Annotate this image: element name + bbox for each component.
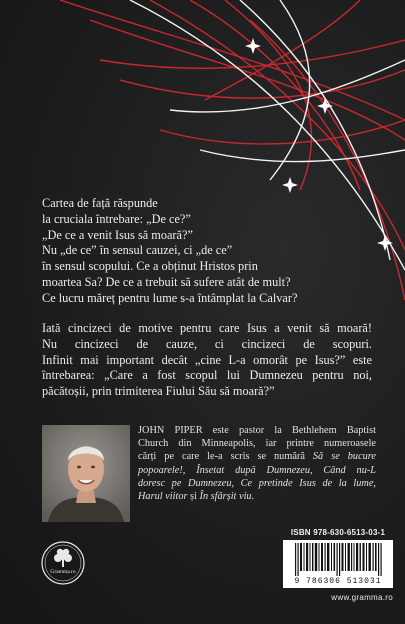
reasons-line: Iată cincizeci de motive pentru care Isus a venit să moară! [42, 321, 372, 335]
book-titles: popoarele!, Însetat după Dumnezeu, Când nu-L [138, 464, 376, 476]
intro-line: Cartea de față răspunde [42, 196, 158, 210]
intro-line: moartea Sa? De ce a trebuit să sufere atât de mult? [42, 274, 291, 289]
book-title: În sfârșit viu. [199, 491, 255, 503]
reasons-line: Nu cincizeci de cauze, ci cincizeci de scopuri. [42, 336, 372, 351]
reasons-line: păcătoșii, prin trimiterea Fiului Său să moară?” [42, 384, 275, 399]
author-photo-placeholder [42, 425, 130, 522]
barcode-digits: 9 786306 513031 [294, 577, 382, 586]
intro-line: în sensul scopului. Ce a obținut Hristos prin [42, 259, 258, 274]
book-title: Harul viitor [138, 491, 188, 503]
bio-line [138, 477, 376, 490]
intro-line: la cruciala întrebare: „De ce?” [42, 211, 191, 226]
bio-line [138, 450, 376, 463]
reasons-line: Infinit mai important decât „cine L-a omorât pe Isus?” este [42, 352, 372, 367]
tree-logo-icon [40, 540, 86, 586]
intro-line: Nu „de ce” în sensul cauzei, ci „de ce” [42, 243, 233, 258]
bio-text: cărți pe care le-a scris se numără [138, 451, 313, 463]
bio-line [138, 490, 376, 503]
arc-red-4 [60, 0, 405, 120]
reasons-line: întrebarea: „Care a fost scopul lui Dumnezeu pentru noi, [42, 368, 372, 383]
reasons-paragraph [42, 321, 372, 400]
four-point-star-icon [377, 235, 393, 251]
intro-line: Ce lucru măreț pentru lume s-a întâmplat la Calvar? [42, 290, 298, 305]
author-bio [138, 424, 376, 503]
arc-red-10 [160, 120, 405, 144]
book-title: Să se bucure [312, 451, 376, 463]
bio-line: Church din Minneapolis, iar printre numeroasele [138, 438, 376, 450]
publisher-logo-text: Gramma.ro [50, 569, 76, 575]
author-portrait [42, 425, 130, 522]
intro-paragraph [42, 196, 372, 307]
bio-line: JOHN PIPER este pastor la Bethlehem Baptist [138, 425, 376, 436]
arc-red-6 [120, 70, 405, 98]
book-titles: doresc pe Dumnezeu, Ce pretinde Isus de la lume, [138, 477, 376, 489]
barcode-bars [283, 540, 393, 576]
publisher-website[interactable]: www.gramma.ro [331, 593, 393, 602]
isbn-label: ISBN 978-630-6513-03-1 [290, 528, 386, 537]
arc-white-5 [200, 150, 405, 162]
four-point-star-icon [317, 98, 333, 114]
arc-red-7 [205, 0, 360, 100]
bio-text: și [187, 491, 200, 503]
arc-white-2 [270, 0, 310, 180]
four-point-star-icon [282, 177, 298, 193]
intro-line: „De ce a venit Isus să moară?” [42, 227, 193, 242]
bio-line [138, 464, 376, 477]
